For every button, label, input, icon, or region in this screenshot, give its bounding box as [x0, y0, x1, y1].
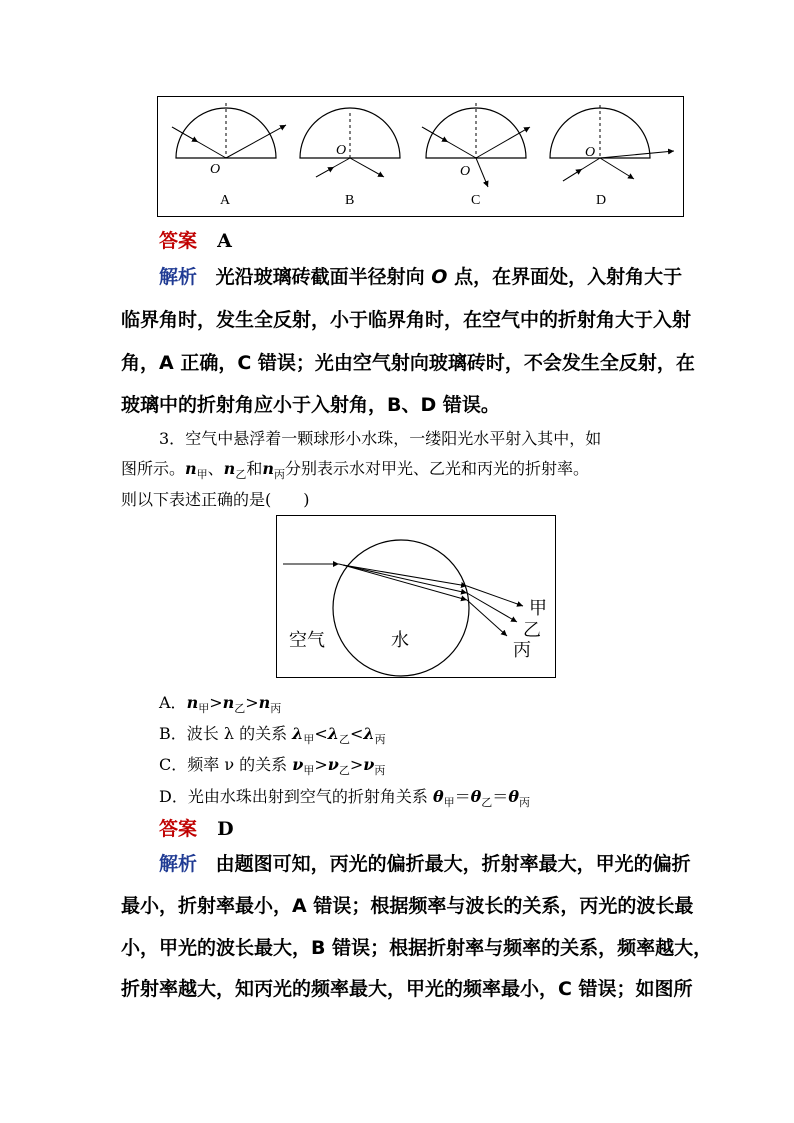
- label-yi: 乙: [523, 620, 541, 640]
- semicircles-diagram: [158, 97, 683, 216]
- label-jia: 甲: [529, 598, 547, 618]
- analysis-2-line-2: 最小，折射率最小，A 错误；根据频率与波长的关系，丙光的波长最: [121, 895, 694, 917]
- label-bing: 丙: [513, 640, 531, 660]
- analysis-2-line-1: 解析 由题图可知，丙光的偏折最大，折射率最大，甲光的偏折: [159, 853, 691, 875]
- answer-value: A: [217, 230, 232, 252]
- semicircle-b: [300, 108, 400, 208]
- label-d: D: [596, 193, 607, 208]
- label-b: B: [345, 193, 355, 208]
- answer-label: 答案: [159, 230, 198, 252]
- label-a: A: [220, 193, 231, 208]
- o-label-d: O: [585, 145, 596, 160]
- label-air: 空气: [289, 630, 325, 650]
- analysis-1-line-2: 临界角时，发生全反射，小于临界角时，在空气中的折射角大于入射: [121, 309, 692, 331]
- answer-label: 答案: [159, 818, 198, 840]
- answer-1: [159, 226, 232, 253]
- o-label-c: O: [460, 164, 471, 179]
- analysis-label: 解析: [159, 266, 198, 288]
- question-3-line-3: 则以下表述正确的是( ): [121, 490, 310, 509]
- option-d[interactable]: D．光由水珠出射到空气的折射角关系 $\theta_甲=\theta_乙=\theta_丙$: [159, 787, 530, 809]
- analysis-1-line-1: 解析 光沿玻璃砖截面半径射向 O 点，在界面处，入射角大于: [159, 266, 683, 288]
- answer-2: [159, 814, 234, 841]
- analysis-1-line-4: 玻璃中的折射角应小于入射角，B、D 错误。: [121, 394, 500, 416]
- figure-semicircles: [157, 96, 684, 217]
- question-3-line-2: 图所示。$n_甲$、$n_乙$和$n_丙$分别表示水对甲光、乙光和丙光的折射率。: [121, 459, 589, 481]
- option-a[interactable]: A．$n_甲>n_乙>n_丙$: [159, 693, 282, 715]
- option-b[interactable]: B．波长 λ 的关系 $\lambda_甲<\lambda_乙<\lambda_丙$: [159, 724, 386, 746]
- option-c[interactable]: C．频率 ν 的关系 $\nu_甲>\nu_乙>\nu_丙$: [159, 755, 386, 777]
- label-water: 水: [391, 630, 409, 650]
- analysis-label: 解析: [159, 853, 198, 875]
- analysis-1-line-3: 角，A 正确，C 错误；光由空气射向玻璃砖时，不会发生全反射，在: [121, 352, 695, 374]
- droplet-circle: [333, 540, 469, 676]
- semicircle-a: [172, 103, 286, 208]
- answer-value: D: [217, 818, 234, 840]
- semicircle-c: [422, 103, 530, 208]
- label-c: C: [471, 193, 481, 208]
- ray-bing: [467, 600, 507, 636]
- ray-jia: [467, 586, 523, 606]
- semicircle-d: [550, 105, 674, 208]
- o-label-b: O: [336, 143, 347, 158]
- analysis-2-line-4: 折射率越大，知丙光的频率最大，甲光的频率最小，C 错误；如图所: [121, 978, 693, 1000]
- droplet-diagram: [277, 516, 555, 677]
- analysis-2-line-3: 小，甲光的波长最大，B 错误；根据折射率与频率的关系，频率越大，: [121, 937, 713, 959]
- o-label-a: O: [210, 162, 221, 177]
- ray-yi: [467, 593, 517, 622]
- figure-droplet: [276, 515, 556, 678]
- question-number: 3．: [159, 429, 186, 448]
- question-3-line-1: 3．空气中悬浮着一颗球形小水珠，一缕阳光水平射入其中，如: [159, 429, 602, 448]
